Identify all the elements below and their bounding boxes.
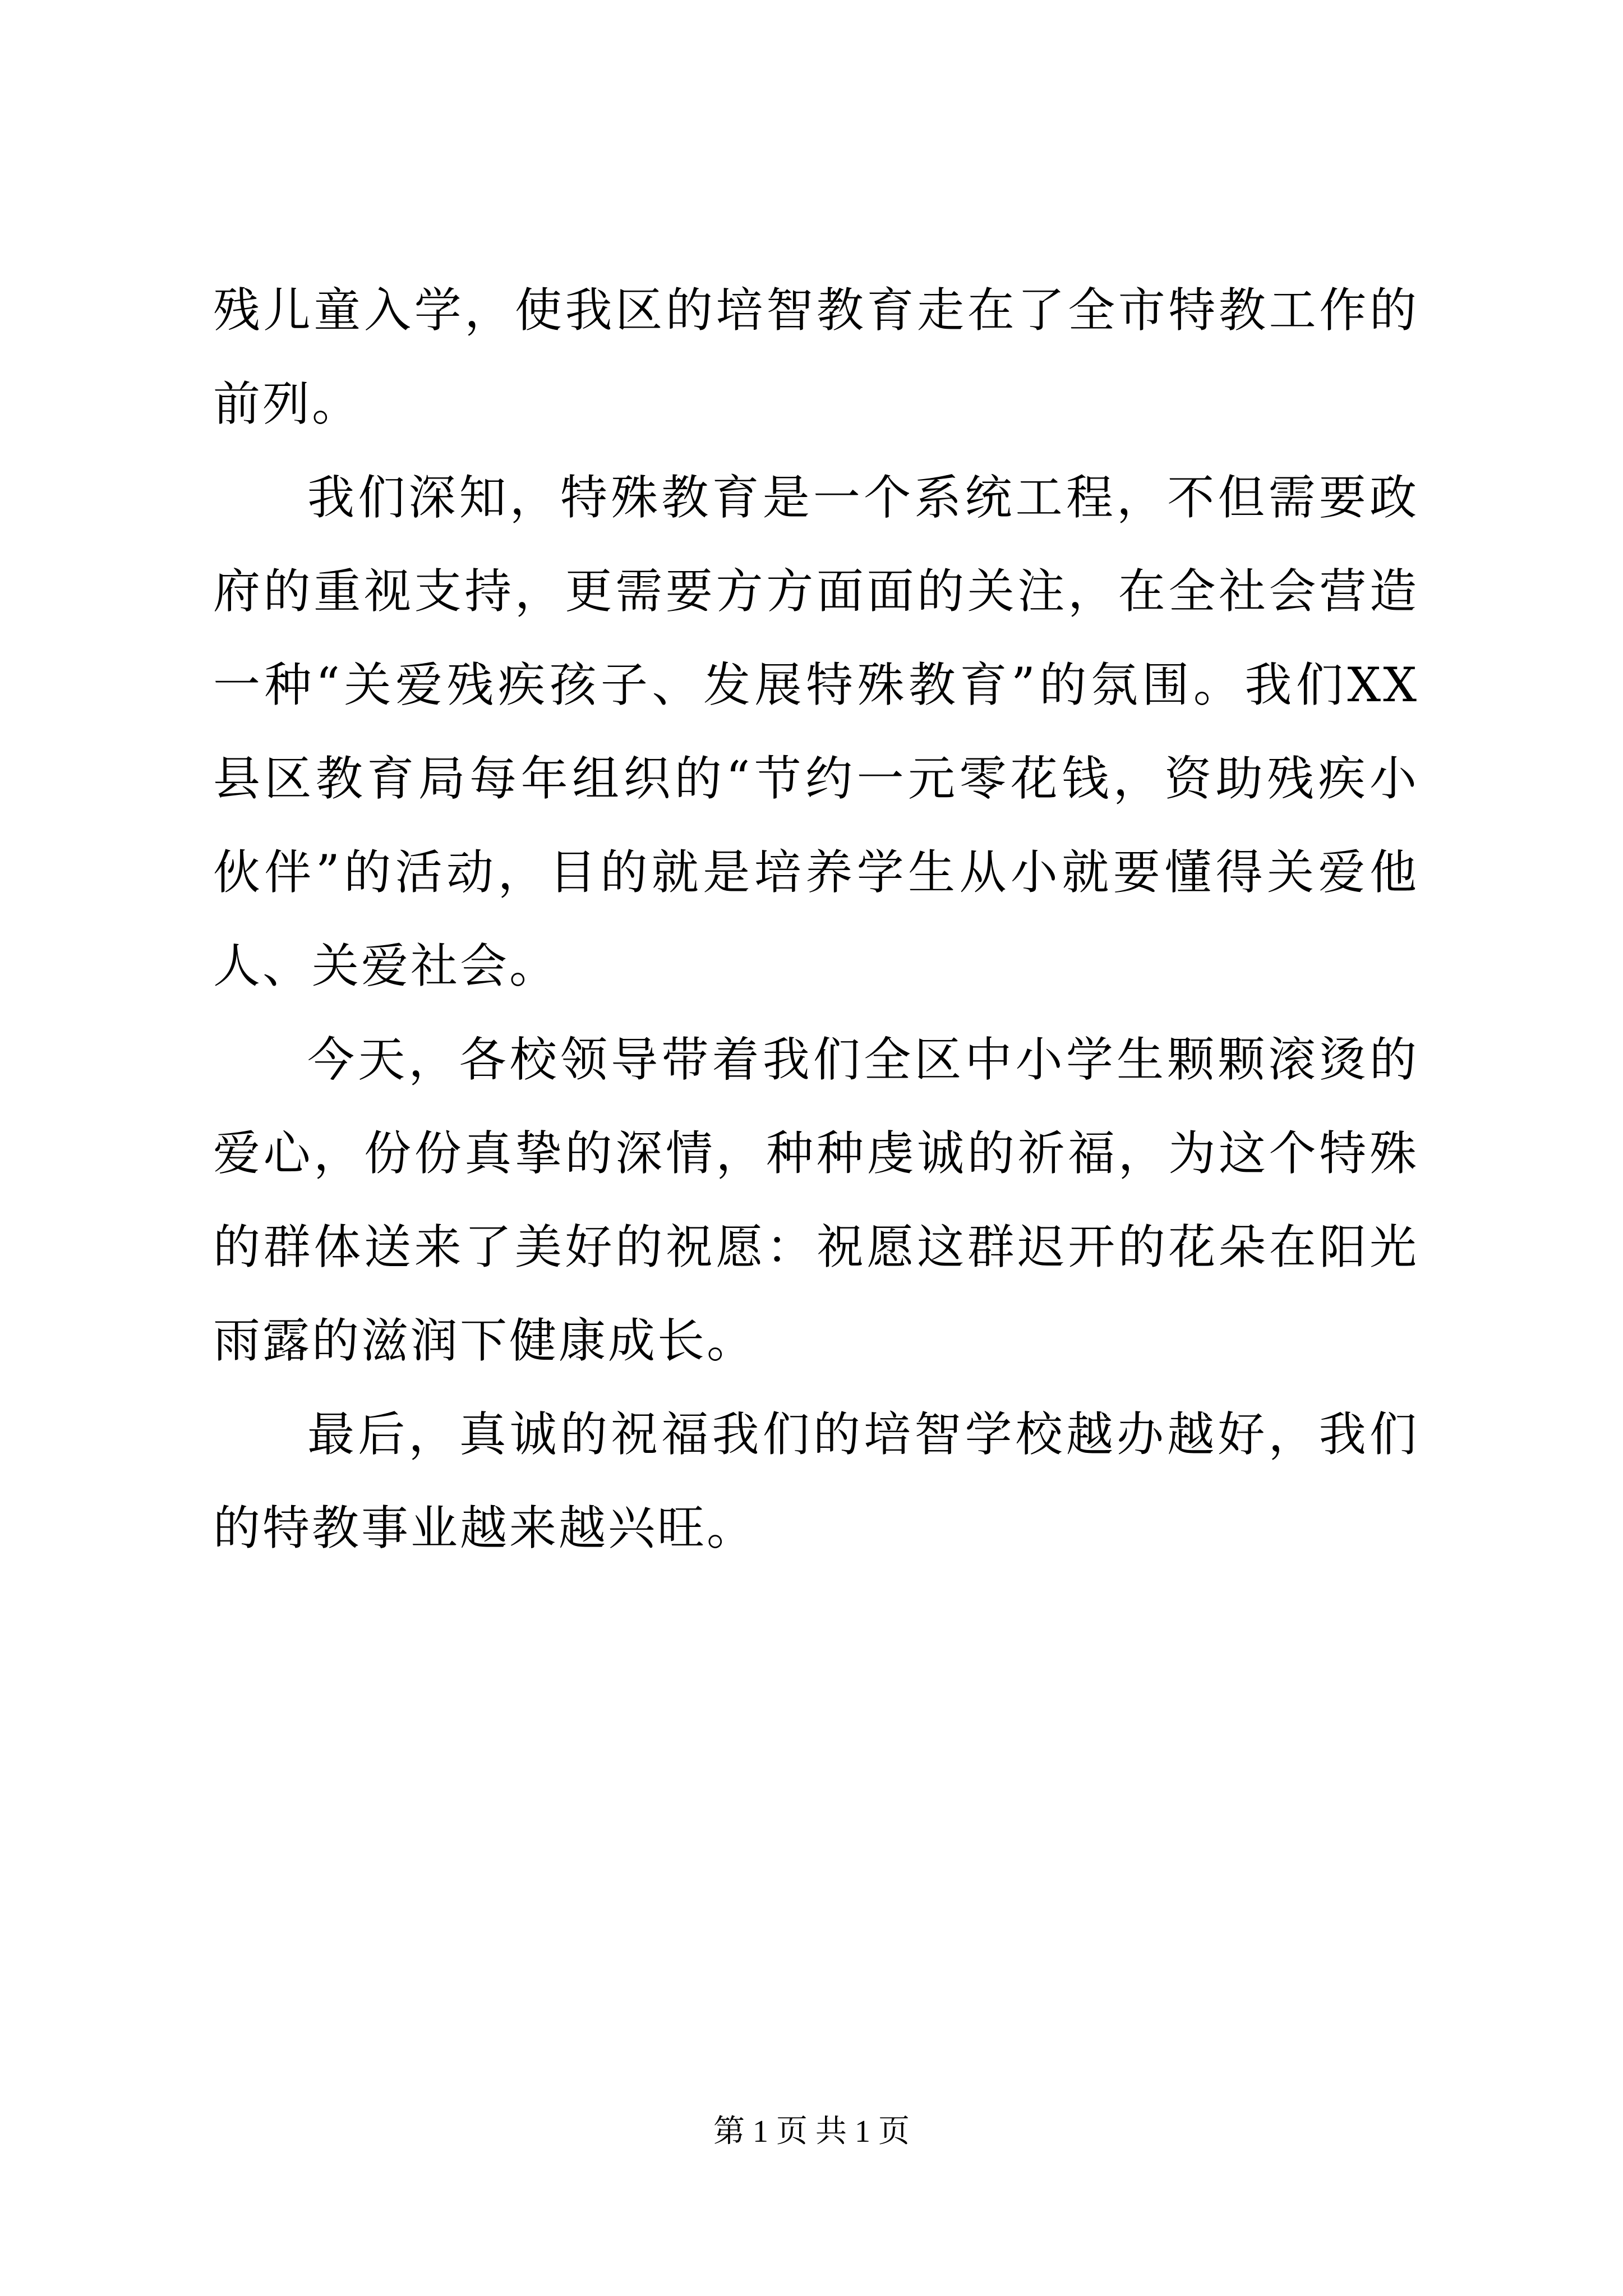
document-body <box>213 264 1419 1575</box>
paragraph-closing: 最后，真诚的祝福我们的培智学校越办越好，我们的特教事业越来越兴旺。 <box>213 1407 1419 1556</box>
paragraph-today-wishes: 今天，各校领导带着我们全区中小学生颗颗滚烫的爱心，份份真挚的深情，种种虔诚的祈福，为这个特殊的群体送来了美好的祝愿：祝愿这群迟开的花朵在阳光雨露的滋润下健康成长。 <box>213 1032 1419 1368</box>
paragraph-special-education: 我们深知，特殊教育是一个系统工程，不但需要政府的重视支持，更需要方方面面的关注，在全社会营造一种“关爱残疾孩子、发展特殊教育”的氛围。我们XX县区教育局每年组织的“节约一元零花钱，资助残疾小伙伴”的活动，目的就是培养学生从小就要懂得关爱他人、关爱社会。 <box>213 470 1419 993</box>
page-footer <box>0 2109 1623 2154</box>
page-number-label: 第 1 页 共 1 页 <box>713 2114 910 2149</box>
paragraph-continuation: 残儿童入学，使我区的培智教育走在了全市特教工作的前列。 <box>213 283 1419 431</box>
